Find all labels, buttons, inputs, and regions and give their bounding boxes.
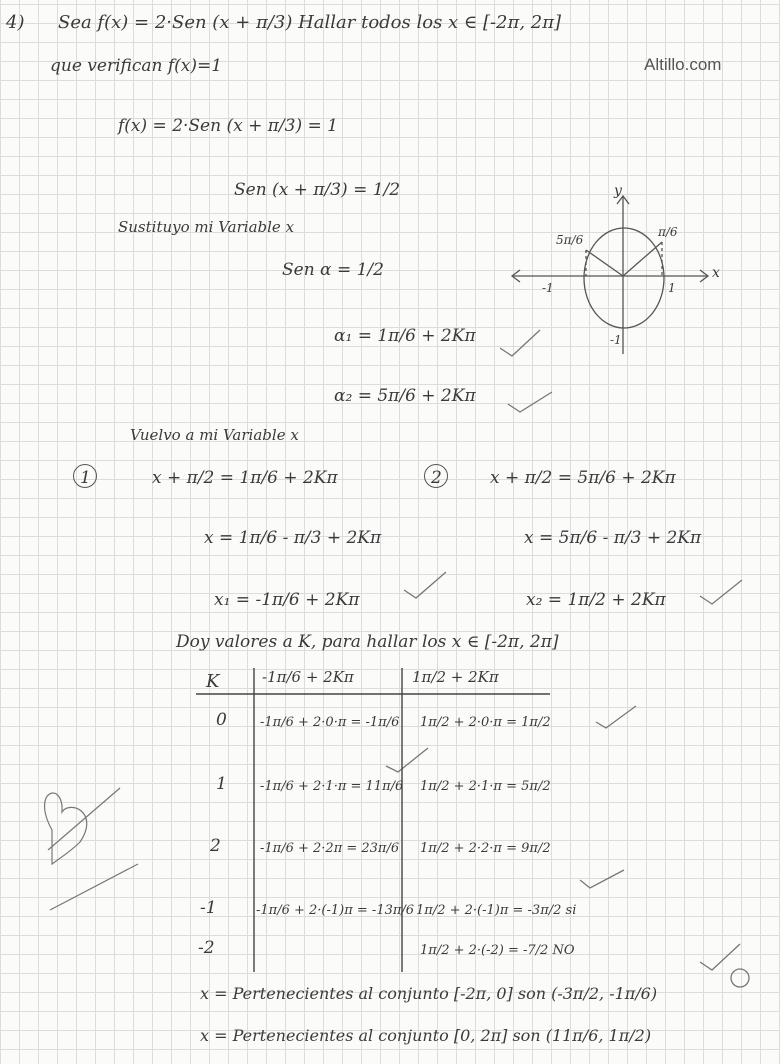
unit-circle-tick-neg1-y: -1 [610, 333, 622, 347]
table-row-col1: -1π/6 + 2·2π = 23π/6 [260, 841, 400, 856]
case2-equation-3: x₂ = 1π/2 + 2Kπ [526, 590, 666, 610]
watermark: Altillo.com [644, 55, 722, 74]
table-row-k: -1 [200, 898, 217, 918]
conclusion-positive-interval: x = Pertenecientes al conjunto [0, 2π] son (11π/6, 1π/2) [200, 1026, 652, 1045]
problem-statement-line1: Sea f(x) = 2·Sen (x + π/3) Hallar todos los x ∈ [-2π, 2π] [58, 12, 562, 33]
case2-label: 2 [431, 468, 442, 488]
step-equation-2: Sen (x + π/3) = 1/2 [234, 180, 401, 200]
unit-circle-y-label: y [614, 183, 622, 199]
case1-label: 1 [80, 468, 91, 488]
table-row-k: 2 [210, 836, 221, 856]
table-header-col1: -1π/6 + 2Kπ [262, 668, 354, 686]
table-row-col1: -1π/6 + 2·(-1)π = -13π/6 [256, 903, 415, 918]
table-row-col2: 1π/2 + 2·(-1)π = -3π/2 si [416, 903, 577, 918]
table-row-k: 1 [216, 774, 227, 794]
table-row-col2: 1π/2 + 2·1·π = 5π/2 [420, 779, 551, 794]
case2-circle [424, 464, 448, 488]
table-intro: Doy valores a K, para hallar los x ∈ [-2π, 2π] [176, 632, 559, 652]
case2-equation-2: x = 5π/6 - π/3 + 2Kπ [524, 528, 702, 548]
table-row-col2: 1π/2 + 2·0·π = 1π/2 [420, 715, 551, 730]
unit-circle-angle-5pi6: 5π/6 [556, 233, 584, 247]
step-substitute-note: Sustituyo mi Variable x [118, 218, 295, 236]
step-sin-alpha: Sen α = 1/2 [282, 260, 384, 280]
conclusion-negative-interval: x = Pertenecientes al conjunto [-2π, 0] son (-3π/2, -1π/6) [200, 984, 658, 1003]
table-row-col2: 1π/2 + 2·(-2) = -7/2 NO [420, 943, 575, 958]
problem-statement-line2: que verifican f(x)=1 [50, 56, 223, 76]
step-equation-1: f(x) = 2·Sen (x + π/3) = 1 [118, 116, 338, 136]
table-row-k: 0 [216, 710, 227, 730]
unit-circle-tick-neg1-x: -1 [542, 281, 554, 295]
case2-equation-1: x + π/2 = 5π/6 + 2Kπ [490, 468, 676, 488]
step-alpha-1: α₁ = 1π/6 + 2Kπ [334, 326, 476, 346]
case1-circle [73, 464, 97, 488]
table-header-k: K [206, 671, 220, 692]
step-alpha-2: α₂ = 5π/6 + 2Kπ [334, 386, 476, 406]
problem-number: 4) [6, 12, 25, 33]
case1-equation-3: x₁ = -1π/6 + 2Kπ [214, 590, 360, 610]
table-row-col1: -1π/6 + 2·1·π = 11π/6 [260, 779, 404, 794]
unit-circle-tick-pos1-x: 1 [668, 281, 676, 295]
table-row-col1: -1π/6 + 2·0·π = -1π/6 [260, 715, 400, 730]
case1-equation-1: x + π/2 = 1π/6 + 2Kπ [152, 468, 338, 488]
table-row-col2: 1π/2 + 2·2·π = 9π/2 [420, 841, 551, 856]
table-row-k: -2 [198, 938, 215, 958]
table-header-col2: 1π/2 + 2Kπ [412, 668, 499, 686]
case1-equation-2: x = 1π/6 - π/3 + 2Kπ [204, 528, 382, 548]
step-return-variable: Vuelvo a mi Variable x [130, 426, 299, 444]
unit-circle-x-label: x [712, 265, 720, 281]
unit-circle-angle-pi6: π/6 [658, 225, 678, 239]
